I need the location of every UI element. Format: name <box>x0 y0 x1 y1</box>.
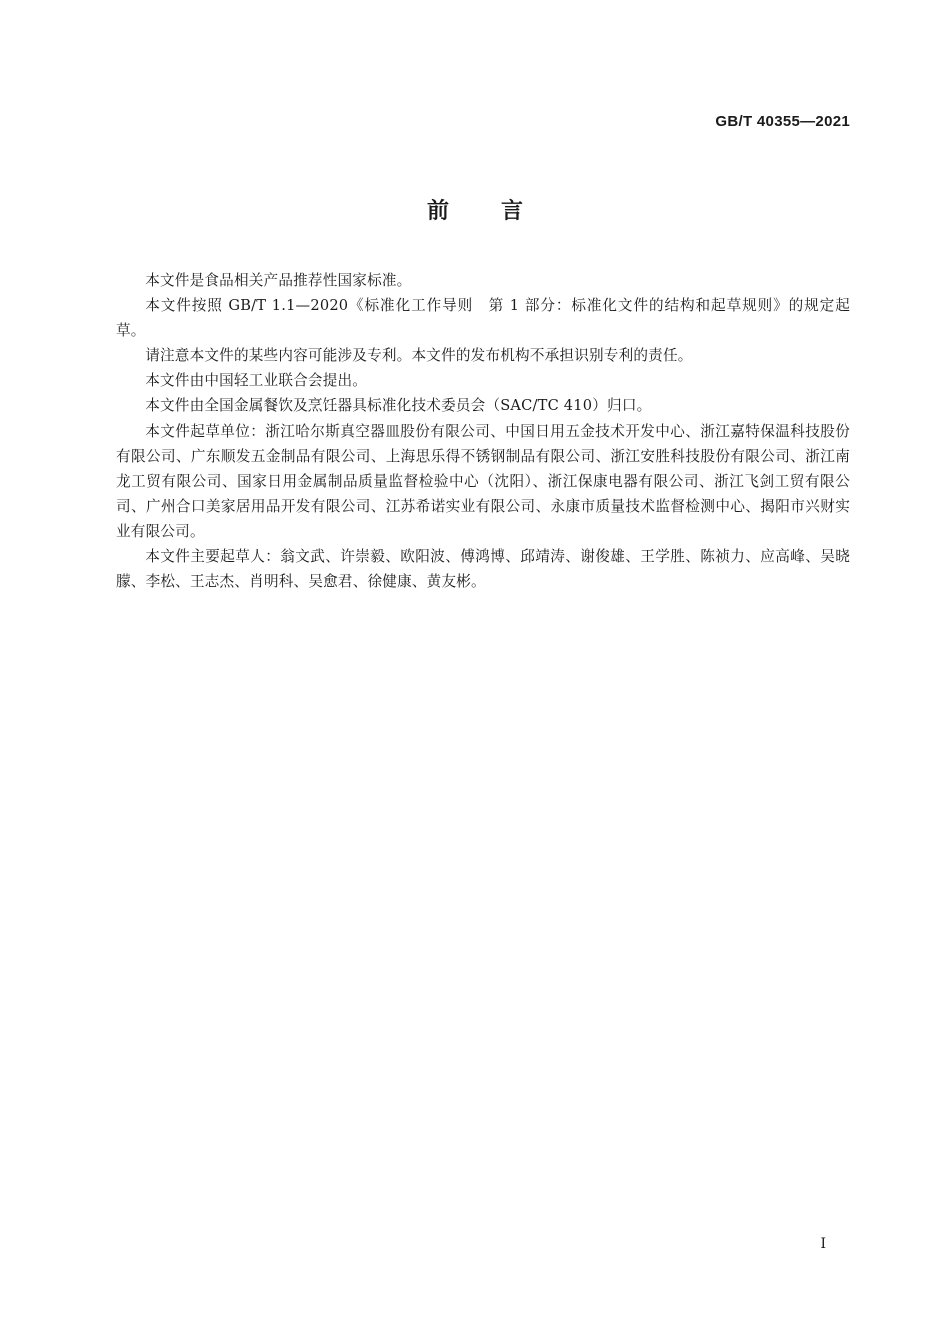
foreword-body <box>116 268 850 594</box>
page-title: 前言 <box>426 199 575 224</box>
paragraph-committee: 本文件由全国金属餐饮及烹饪器具标准化技术委员会（SAC/TC 410）归口。 <box>145 397 652 415</box>
paragraph-proposer: 本文件由中国轻工业联合会提出。 <box>145 372 368 390</box>
standard-number: GB/T 40355—2021 <box>715 113 850 130</box>
paragraph-drafting-units: 本文件起草单位：浙江哈尔斯真空器皿股份有限公司、中国日用五金技术开发中心、浙江嘉特保温科技股份有限公司、广东顺发五金制品有限公司、上海思乐得不锈钢制品有限公司、浙江安胜科技股份有限公司、浙江南龙工贸有限公司、国家日用金属制品质量监督检验中心（沈阳）、浙江保康电器有限公司、浙江飞剑工贸有限公司、广州合口美家居用品开发有限公司、江苏希诺实业有限公司、永康市质量技术监督检测中心、揭阳市兴财实业有限公司。 <box>116 422 850 540</box>
paragraph-drafting-rules: 本文件按照 GB/T 1.1—2020《标准化工作导则 第 1 部分：标准化文件的结构和起草规则》的规定起草。 <box>116 297 850 340</box>
paragraph-drafters: 本文件主要起草人：翁文武、许崇毅、欧阳波、傅鸿博、邱靖涛、谢俊雄、王学胜、陈祯力、应高峰、吴晓朦、李松、王志杰、肖明科、吴愈君、徐健康、黄友彬。 <box>116 548 850 591</box>
paragraph-patent-notice: 请注意本文件的某些内容可能涉及专利。本文件的发布机构不承担识别专利的责任。 <box>145 347 693 365</box>
page-number: I <box>820 1236 826 1252</box>
paragraph-standard-type: 本文件是食品相关产品推荐性国家标准。 <box>145 272 412 289</box>
